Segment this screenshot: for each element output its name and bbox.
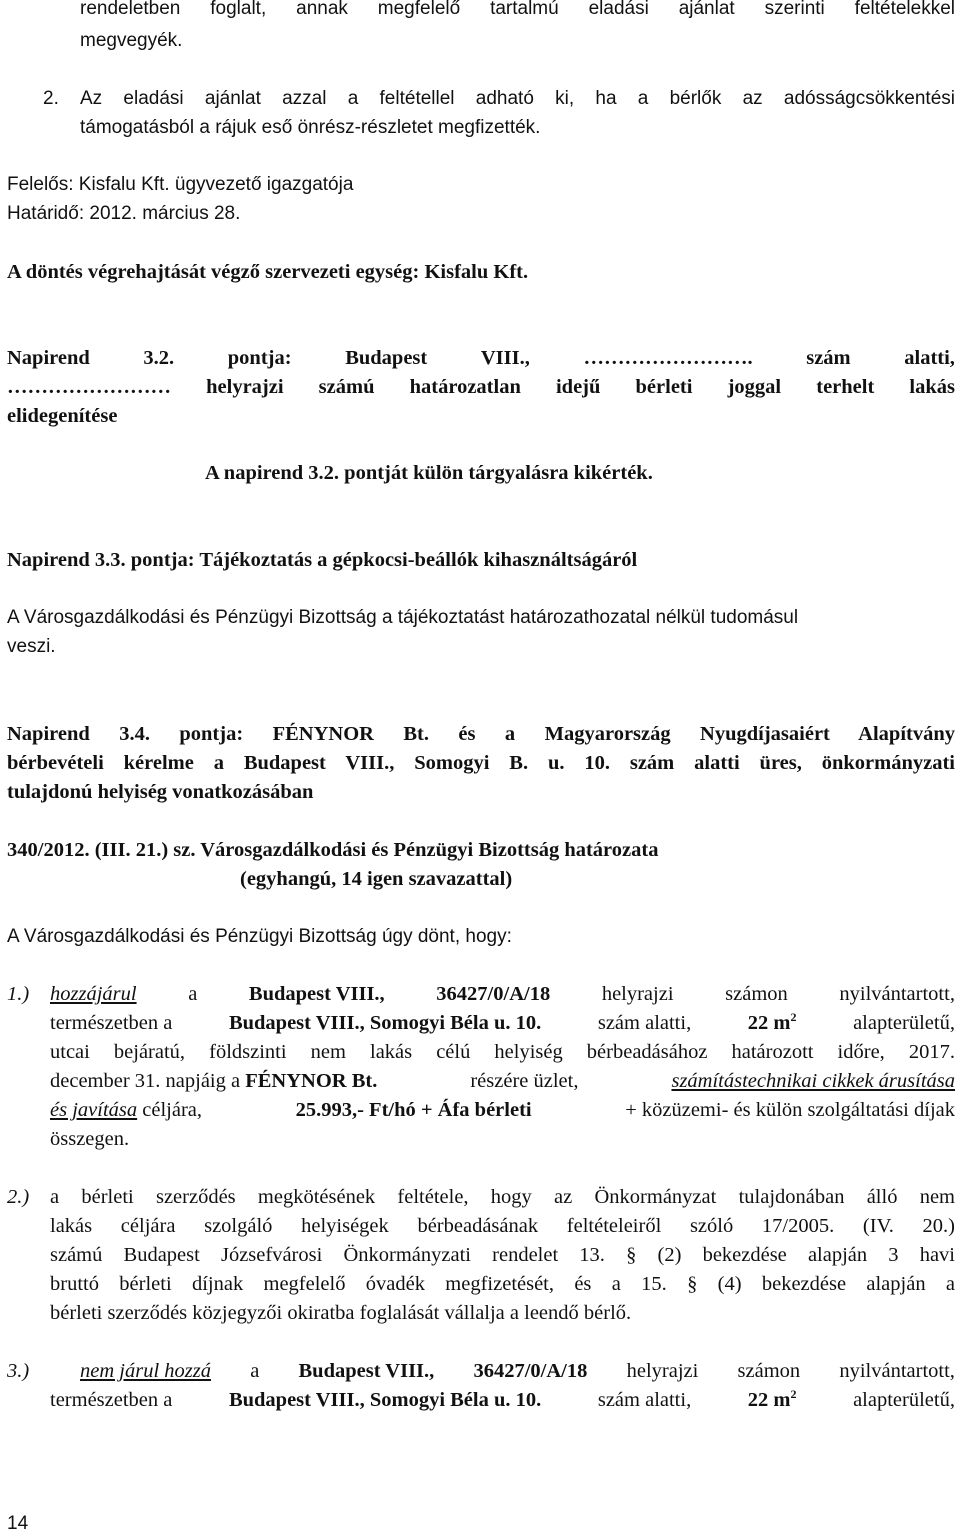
item-2-line: lakás céljára szolgáló helyiségek bérbeadásának feltételeiről szóló 17/2005. (IV. 20.) <box>50 1215 955 1237</box>
paragraph-line: A Városgazdálkodási és Pénzügyi Bizottság a tájékoztatást határozathozatal nélkül tudomásul <box>7 607 799 628</box>
item-2-line: számú Budapest Józsefvárosi Önkormányzati rendelet 13. § (2) bekezdése alapján 3 havi <box>50 1244 955 1266</box>
resolution-intro: A Városgazdálkodási és Pénzügyi Bizottság úgy dönt, hogy: <box>7 926 512 947</box>
item-1-line: és javítása céljára, 25.993,- Ft/hó + Áfa bérleti + közüzemi- és külön szolgáltatási díjak <box>50 1099 955 1121</box>
page-number: 14 <box>7 1513 29 1534</box>
item-2-line: a bérleti szerződés megkötésének feltétele, hogy az Önkormányzat tulajdonában álló nem <box>50 1186 955 1208</box>
item-1-line: természetben a Budapest VIII., Somogyi Béla u. 10. szám alatti, 22 $m^2$ alapterületű, <box>50 1010 955 1034</box>
list-number: 2. <box>43 88 59 109</box>
item-2-line: bérleti szerződés közjegyzői okiratba foglalását vállalja a leendő bérlő. <box>50 1302 632 1324</box>
agenda-3-4-title: bérbevételi kérelme a Budapest VIII., Somogyi B. u. 10. szám alatti üres, önkormányzati <box>7 752 955 774</box>
paragraph-line: megvegyék. <box>80 30 183 51</box>
agenda-3-4-title: tulajdonú helyiség vonatkozásában <box>7 781 314 803</box>
item-3-line: nem járul hozzá a Budapest VIII., 36427/0/A/18 helyrajzi számon nyilvántartott, <box>80 1360 955 1382</box>
list-number: 2.) <box>7 1186 30 1208</box>
paragraph-line: támogatásból a rájuk eső önrész-részletet megfizették. <box>80 117 541 138</box>
item-2-line: bruttó bérleti díjnak megfelelő óvadék megfizetését, és a 15. § (4) bekezdése alapján a <box>50 1273 955 1295</box>
agenda-3-2-title: …………………… helyrajzi számú határozatlan idejű bérleti joggal terhelt lakás <box>7 376 955 398</box>
resolution-vote: (egyhangú, 14 igen szavazattal) <box>240 868 513 890</box>
item-3-line: természetben a Budapest VIII., Somogyi Béla u. 10. szám alatti, 22 $m^2$ alapterületű, <box>50 1387 955 1411</box>
agenda-3-3-title: Napirend 3.3. pontja: Tájékoztatás a gépkocsi-beállók kihasználtságáról <box>7 549 638 571</box>
item-1-line: utcai bejáratú, földszinti nem lakás célú helyiség bérbeadásához határozott időre, 2017. <box>50 1041 955 1063</box>
list-number: 3.) <box>7 1360 30 1382</box>
paragraph-line: Az eladási ajánlat azzal a feltétellel adható ki, ha a bérlők az adósságcsökkentési <box>80 88 955 109</box>
agenda-3-2-note: A napirend 3.2. pontját külön tárgyalásra kikérték. <box>205 462 653 484</box>
list-number: 1.) <box>7 983 30 1005</box>
deadline-line: Határidő: 2012. március 28. <box>7 203 241 224</box>
responsible-line: Felelős: Kisfalu Kft. ügyvezető igazgatója <box>7 174 354 195</box>
executor-line: A döntés végrehajtását végző szervezeti egység: Kisfalu Kft. <box>7 261 529 283</box>
item-1-line: összegen. <box>50 1128 130 1150</box>
resolution-header: 340/2012. (III. 21.) sz. Városgazdálkodási és Pénzügyi Bizottság határozata <box>7 839 659 861</box>
item-1-line: december 31. napjáig a FÉNYNOR Bt. részére üzlet, számítástechnikai cikkek árusítása <box>50 1070 955 1092</box>
agenda-3-2-title: elidegenítése <box>7 405 118 427</box>
paragraph-line: veszi. <box>7 636 56 657</box>
item-1-line: hozzájárul a Budapest VIII., 36427/0/A/18 helyrajzi számon nyilvántartott, <box>50 983 955 1005</box>
agenda-3-4-title: Napirend 3.4. pontja: FÉNYNOR Bt. és a Magyarország Nyugdíjasaiért Alapítvány <box>7 723 955 745</box>
paragraph-line: rendeletben foglalt, annak megfelelő tartalmú eladási ajánlat szerinti feltételekkel <box>80 0 955 19</box>
agenda-3-2-title: Napirend 3.2. pontja: Budapest VIII., ……………………. szám alatti, <box>7 347 955 369</box>
